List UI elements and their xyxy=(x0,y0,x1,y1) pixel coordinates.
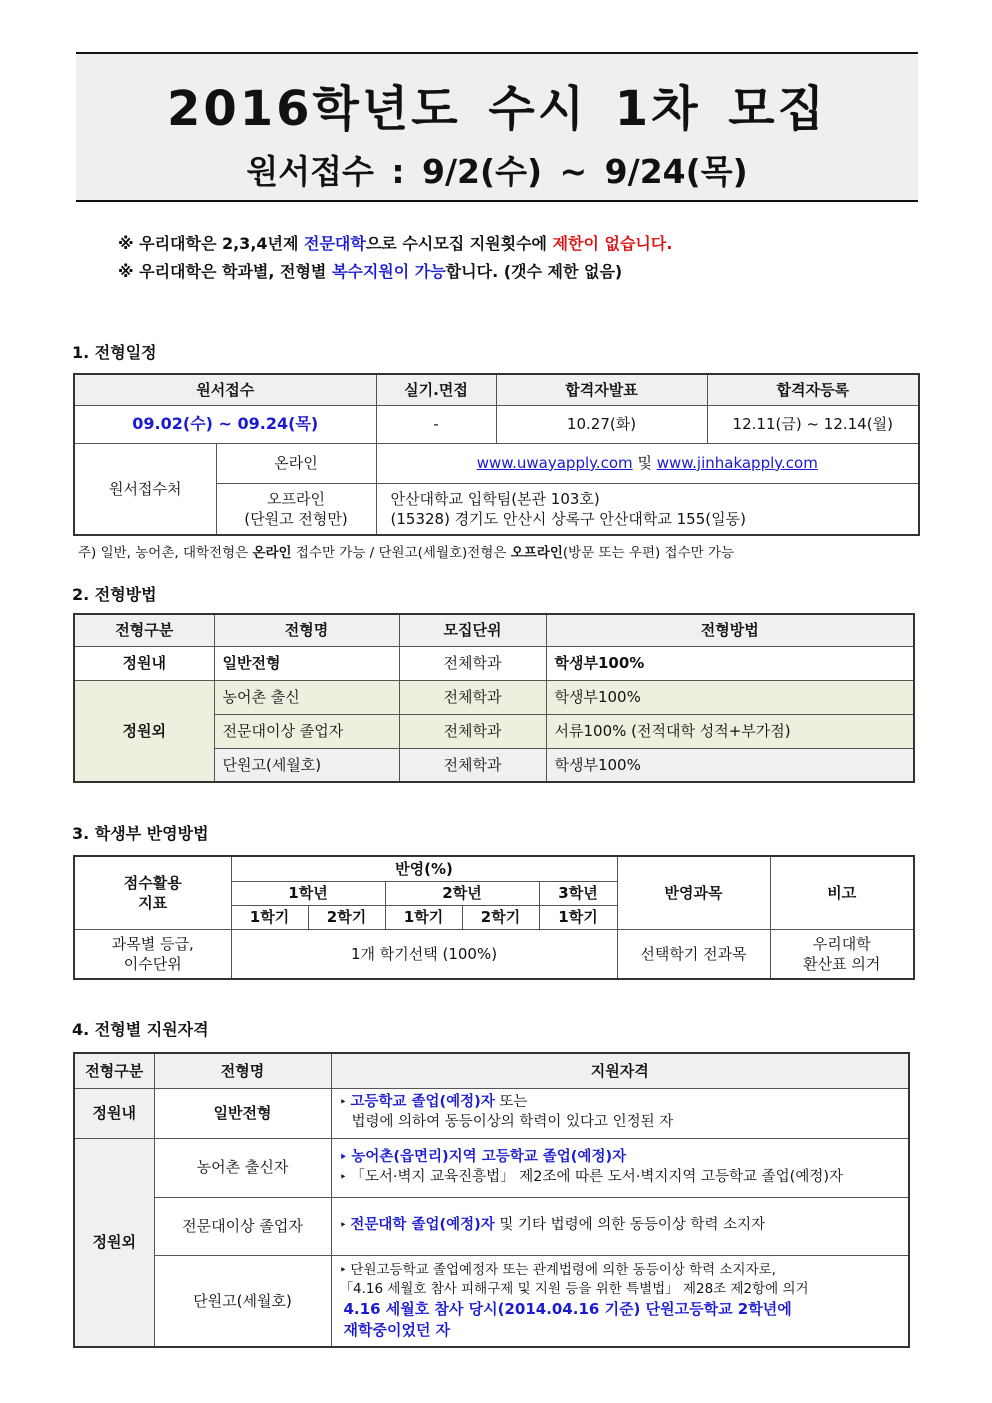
subjects-cell: 선택학기 전과목 xyxy=(617,929,770,979)
method-cell: 학생부100% xyxy=(546,748,914,782)
jinhakapply-link[interactable]: www.jinhakapply.com xyxy=(656,453,818,472)
unit-cell: 전체학과 xyxy=(399,646,546,680)
group-cell: 정원외 xyxy=(74,680,214,782)
header-cell: 합격자발표 xyxy=(496,374,707,405)
notice-text: 합니다. (갯수 제한 없음) xyxy=(445,262,623,281)
name-cell: 전문대이상 졸업자 xyxy=(154,1197,331,1255)
year-header: 3학년 xyxy=(539,881,617,905)
name-cell: 단원고(세월호) xyxy=(214,748,399,782)
note-header: 비고 xyxy=(770,856,914,929)
section-2-title: 2. 전형방법 xyxy=(72,585,157,604)
apply-period: 09.02(수) ~ 09.24(목) xyxy=(74,405,376,443)
notice-highlight: 복수지원이 가능 xyxy=(331,262,446,281)
qualification-text: 또는 xyxy=(494,1094,528,1111)
page-subtitle: 원서접수 : 9/2(수) ~ 9/24(목) xyxy=(246,152,748,191)
offline-label xyxy=(216,483,376,535)
note-cell xyxy=(770,929,914,979)
header-cell: 전형방법 xyxy=(546,614,914,646)
index-line: 이수단위 xyxy=(123,954,182,973)
notice-text: 으로 수시모집 지원횟수에 xyxy=(365,234,553,253)
qualification-item: ‣ 「도서·벽지 교육진흥법」 제2조에 따른 도서·벽지지역 고등학교 졸업(예정)자 xyxy=(340,1168,905,1188)
method-cell: 학생부100% xyxy=(546,646,914,680)
page-title: 2016학년도 수시 1차 모집 xyxy=(166,81,828,137)
index-header-line: 지표 xyxy=(138,893,168,912)
register-date: 12.11(금) ~ 12.14(월) xyxy=(707,405,919,443)
qualification-text: 및 기타 법령에 의한 동등이상 학력 소지자 xyxy=(494,1217,766,1234)
qualification-item: ‣ 농어촌(읍면리)지역 고등학교 졸업(예정)자 xyxy=(340,1148,905,1168)
header-cell: 지원자격 xyxy=(331,1053,909,1088)
note-line: 환산표 의거 xyxy=(803,954,881,973)
method-table xyxy=(73,613,915,783)
offline-label-note: (단원고 전형만) xyxy=(244,509,348,528)
footnote-text: 접수만 가능 / 단원고(세월호)전형은 xyxy=(291,545,511,561)
name-cell: 전문대이상 졸업자 xyxy=(214,714,399,748)
term-header: 1학기 xyxy=(231,905,308,929)
name-cell: 일반전형 xyxy=(214,646,399,680)
header-cell: 전형구분 xyxy=(74,614,214,646)
name-cell: 단원고(세월호) xyxy=(154,1255,331,1347)
unit-cell: 전체학과 xyxy=(399,680,546,714)
qualification-item xyxy=(340,1093,905,1113)
header-cell: 합격자등록 xyxy=(707,374,919,405)
section-1-title: 1. 전형일정 xyxy=(72,343,157,362)
group-cell: 정원내 xyxy=(74,646,214,680)
record-table xyxy=(73,855,915,980)
ratio-header: 반영(%) xyxy=(231,856,617,881)
qualification-item: ‣ 단원고등학교 졸업예정자 또는 관계법령에 의한 동등이상 학력 소지자로, xyxy=(340,1261,905,1280)
note-line: 우리대학 xyxy=(812,934,871,953)
name-cell: 농어촌 출신자 xyxy=(154,1138,331,1197)
qualification-highlight: 고등학교 졸업(예정)자 xyxy=(350,1094,495,1111)
ratio-cell: 1개 학기선택 (100%) xyxy=(231,929,617,979)
index-header-line: 점수활용 xyxy=(123,873,182,892)
notice-highlight-red: 제한이 없습니다. xyxy=(552,234,673,253)
section-3-title: 3. 학생부 반영방법 xyxy=(72,824,209,843)
header-cell: 전형명 xyxy=(154,1053,331,1088)
offline-office: 안산대학교 입학팀(본관 103호) xyxy=(390,489,600,508)
qualification-highlight: 전문대학 졸업(예정)자 xyxy=(350,1217,495,1234)
header-cell: 원서접수 xyxy=(74,374,376,405)
term-header: 1학기 xyxy=(385,905,462,929)
footnote-text: (방문 또는 우편) 접수만 가능 xyxy=(562,545,735,561)
qualification-cell xyxy=(331,1138,909,1197)
qualification-item xyxy=(340,1216,905,1236)
footnote-bold: 온라인 xyxy=(252,545,292,561)
qualification-item: 「4.16 세월호 참사 피해구제 및 지원 등을 위한 특별법」 제28조 제2항에 의거 xyxy=(339,1280,809,1297)
year-header: 2학년 xyxy=(385,881,539,905)
qualification-item: 법령에 의하여 동등이상의 학력이 있다고 인정된 자 xyxy=(351,1114,674,1130)
notice-1 xyxy=(118,231,672,254)
offline-address xyxy=(376,483,919,535)
group-cell: 정원외 xyxy=(74,1138,154,1347)
footnote-text: 주) 일반, 농어촌, 대학전형은 xyxy=(78,545,253,561)
link-and: 및 xyxy=(632,453,657,472)
notice-text: ※ 우리대학은 2,3,4년제 xyxy=(118,234,305,253)
index-line: 과목별 등급, xyxy=(111,934,194,953)
term-header: 2학기 xyxy=(308,905,385,929)
notice-2 xyxy=(118,259,622,282)
header-cell: 전형명 xyxy=(214,614,399,646)
notice-highlight: 전문대학 xyxy=(304,234,366,253)
unit-cell: 전체학과 xyxy=(399,748,546,782)
method-cell: 학생부100% xyxy=(546,680,914,714)
header-cell: 실기.면접 xyxy=(376,374,496,405)
term-header: 2학기 xyxy=(462,905,539,929)
online-links xyxy=(376,443,919,483)
header-cell: 전형구분 xyxy=(74,1053,154,1088)
group-cell: 정원내 xyxy=(74,1088,154,1138)
year-header: 1학년 xyxy=(231,881,385,905)
online-label: 온라인 xyxy=(216,443,376,483)
qualification-cell xyxy=(331,1255,909,1347)
offline-address-line: (15328) 경기도 안산시 상록구 안산대학교 155(일동) xyxy=(390,509,746,528)
qualification-table xyxy=(73,1052,910,1348)
qualification-cell xyxy=(331,1197,909,1255)
schedule-table xyxy=(73,373,920,536)
qualification-cell xyxy=(331,1088,909,1138)
method-cell: 서류100% (전적대학 성적+부가점) xyxy=(546,714,914,748)
schedule-footnote xyxy=(78,541,734,561)
footnote-bold: 오프라인 xyxy=(510,545,563,561)
uwayapply-link[interactable]: www.uwayapply.com xyxy=(476,453,633,472)
term-header: 1학기 xyxy=(539,905,617,929)
name-cell: 농어촌 출신 xyxy=(214,680,399,714)
section-4-title: 4. 전형별 지원자격 xyxy=(72,1020,209,1039)
announce-date: 10.27(화) xyxy=(496,405,707,443)
subjects-header: 반영과목 xyxy=(617,856,770,929)
apply-place-label: 원서접수처 xyxy=(74,443,216,535)
index-header xyxy=(74,856,231,929)
qualification-highlight: 4.16 세월호 참사 당시(2014.04.16 기준) 단원고등학교 2학년에 xyxy=(343,1299,792,1318)
qualification-highlight: 재학중이었던 자 xyxy=(343,1320,451,1339)
notice-text: ※ 우리대학은 학과별, 전형별 xyxy=(118,262,332,281)
offline-label-line: 오프라인 xyxy=(267,489,325,508)
index-cell xyxy=(74,929,231,979)
name-cell: 일반전형 xyxy=(154,1088,331,1138)
unit-cell: 전체학과 xyxy=(399,714,546,748)
interview-date: - xyxy=(376,405,496,443)
title-box xyxy=(76,52,918,202)
header-cell: 모집단위 xyxy=(399,614,546,646)
